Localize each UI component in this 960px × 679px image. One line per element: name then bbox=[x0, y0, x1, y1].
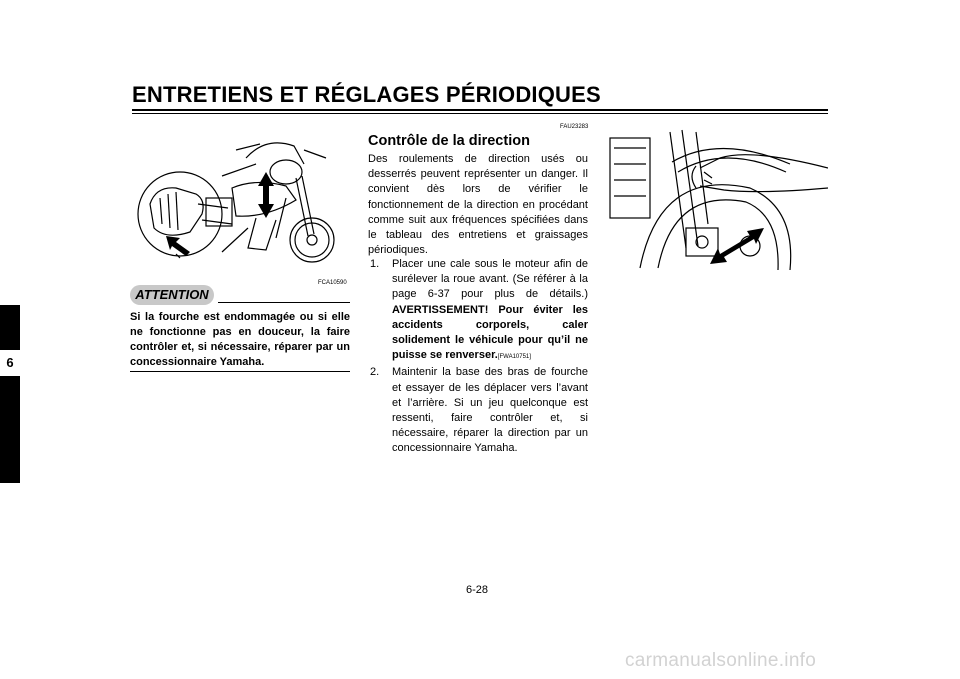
step-list bbox=[370, 257, 588, 457]
step-text: Maintenir la base des bras de fourche et essayer de les déplacer vers l’avant et l’arrière. Si un jeu quelconque est ressenti, faire contrôler et, si nécessaire, réparer la direction par un concessionnaire Yamaha. bbox=[392, 366, 588, 455]
motorcycle-fork-illustration bbox=[136, 128, 350, 278]
attention-rule bbox=[218, 302, 350, 303]
step-instruction: Placer une cale sous le moteur afin de surélever la roue avant. (Se référer à la page 6-37 pour plus de détails.) bbox=[392, 258, 588, 301]
step-item bbox=[370, 365, 588, 456]
front-wheel-illustration bbox=[600, 128, 828, 270]
section-title: Contrôle de la direction bbox=[368, 133, 530, 149]
step-item bbox=[370, 257, 588, 365]
section-intro: Des roulements de direction usés ou desserrés peuvent représenter un danger. Il convient dès lors de vérifier le fonctionnement de la direction en procédant comme suit aux fréquences spécifiées dans le tableau des entretiens et graissages périodiques. bbox=[368, 153, 588, 257]
warning-code: [FWA10751] bbox=[497, 354, 531, 361]
step-text bbox=[392, 257, 588, 365]
step-number: 2. bbox=[370, 366, 380, 379]
watermark: carmanualsonline.info bbox=[625, 650, 817, 671]
warning-text: AVERTISSEMENT! Pour éviter les accidents corporels, caler solidement le véhicule pour qu’il ne puisse se renverser. bbox=[392, 303, 588, 362]
header-rule-thin bbox=[132, 113, 828, 114]
chapter-number: 6 bbox=[0, 350, 20, 376]
figure-code: FCA10590 bbox=[318, 280, 347, 286]
header-rule bbox=[132, 109, 828, 111]
attention-badge: ATTENTION bbox=[130, 285, 214, 305]
section-code: FAU23283 bbox=[560, 124, 589, 130]
page-number: 6-28 bbox=[466, 584, 489, 596]
attention-bottom-rule bbox=[130, 371, 350, 372]
page-title: ENTRETIENS ET RÉGLAGES PÉRIODIQUES bbox=[132, 82, 601, 107]
chapter-tab bbox=[0, 305, 20, 483]
attention-text: Si la fourche est endommagée ou si elle ne fonctionne pas en douceur, la faire contrôler et, si nécessaire, réparer par un concessionnaire Yamaha. bbox=[130, 311, 350, 368]
step-number: 1. bbox=[370, 258, 380, 270]
